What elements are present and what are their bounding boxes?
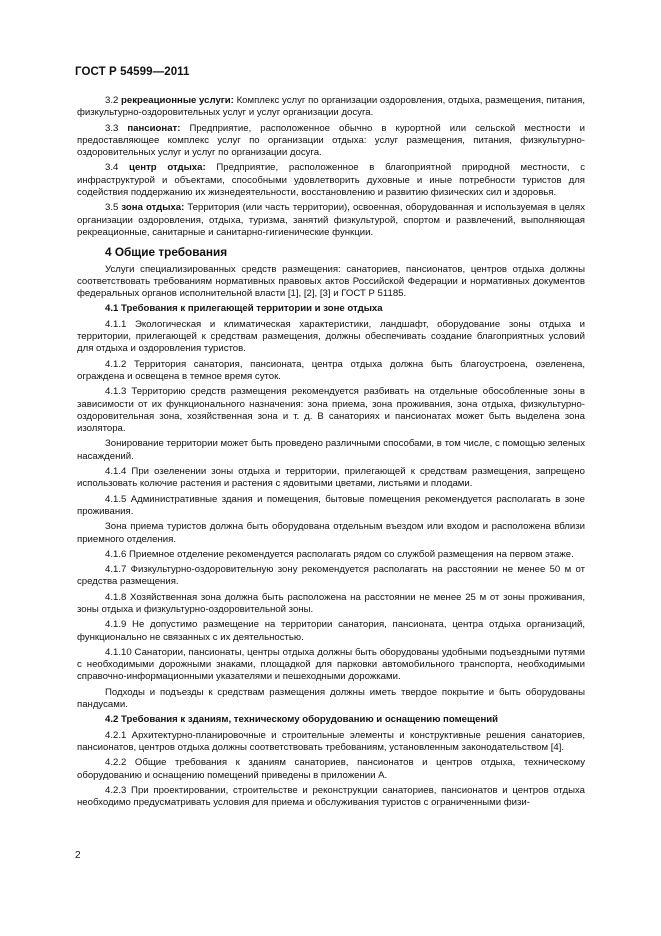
paragraph: 4.2.1 Архитектурно-планировочные и строительные элементы и конструктивные решения санаториев, пансионатов, центров отдыха должны соответствовать требованиям, установленным законодательством [4]. — [77, 729, 585, 753]
paragraph: 4.1.7 Физкультурно-оздоровительную зону рекомендуется располагать на расстоянии не менее 50 м от средства размещения. — [77, 564, 585, 588]
subsection-heading-4-2: 4.2 Требования к зданиям, техническому оборудованию и оснащению помещений — [105, 714, 499, 726]
page-number: 2 — [75, 850, 81, 861]
paragraph: Зона приема туристов должна быть оборудована отдельным въездом или входом и расположена вблизи приемного отделения. — [77, 521, 585, 545]
paragraph: 4.1.5 Административные здания и помещения, бытовые помещения рекомендуется располагать в зоне проживания. — [77, 493, 585, 517]
paragraph-3-4: 3.4 центр отдыха: Предприятие, расположенное в благоприятной природной местности, с инфраструктурой и объектами, способными удовлетворить духовные и иные потребности туристов для содействия поддержанию их жизнедеятельности, восстановлению и развитию физических сил и здоровья. — [77, 162, 585, 199]
section-heading-4: 4 Общие требования — [105, 245, 228, 260]
paragraph: 4.1.9 Не допустимо размещение на территории санатория, пансионата, центра отдыха организаций, функционально не связанных с их деятельностью. — [77, 619, 585, 643]
paragraph: 4.1.1 Экологическая и климатическая характеристики, ландшафт, оборудование зоны отдыха и территории, прилегающей к средствам размещения, должны обеспечивать создание благоприятных условий для отдыха и оздоровления туристов. — [77, 318, 585, 355]
paragraph-3-3: 3.3 пансионат: Предприятие, расположенное обычно в курортной или сельской местности и предоставляющее комплекс услуг по организации отдыха: услуг размещения, питания, физкультурно-оздоровительных услуг и услуг по организации досуга. — [77, 122, 585, 159]
subsection-heading-4-1: 4.1 Требования к прилегающей территории и зоне отдыха — [105, 303, 383, 315]
paragraph-4-intro: Услуги специализированных средств размещения: санаториев, пансионатов, центров отдыха должны соответствовать требованиям нормативных правовых актов Российской Федерации и нормативных документов федеральных органов исполнительной власти [1], [2], [3] и ГОСТ Р 51185. — [77, 263, 585, 300]
paragraph: 4.1.3 Территорию средств размещения рекомендуется разбивать на отдельные обособленные зоны в зависимости от их функционального назначения: зона приема, зона проживания, зона отдыха, физкультурно-оздоровительная зона, хозяйственная зона и т. д. В санаториях и пансионатах может быть выделена зона изолятора. — [77, 386, 585, 435]
paragraph: 4.2.2 Общие требования к зданиям санаториев, пансионатов и центров отдыха, техническому оборудованию и оснащению помещений приведены в приложении А. — [77, 757, 585, 781]
paragraph: Зонирование территории может быть проведено различными способами, в том числе, с помощью зеленых насаждений. — [77, 438, 585, 462]
document-body — [77, 95, 585, 812]
paragraph-3-5: 3.5 зона отдыха: Территория (или часть территории), освоенная, оборудованная и используемая в целях организации оздоровления, отдыха, туризма, занятий физкультурой, спортом и развлечений, выполняющая рекреационные, санитарные и санитарно-гигиенические функции. — [77, 202, 585, 238]
paragraph: 4.1.8 Хозяйственная зона должна быть расположена на расстоянии не менее 25 м от зоны проживания, зоны отдыха и физкультурно-оздоровительной зоны. — [77, 591, 585, 615]
paragraph: 4.1.6 Приемное отделение рекомендуется располагать рядом со службой размещения на первом этаже. — [105, 548, 574, 560]
document-header: ГОСТ Р 54599—2011 — [75, 66, 190, 78]
paragraph: Подходы и подъезды к средствам размещения должны иметь твердое покрытие и быть оборудованы пандусами. — [77, 686, 585, 711]
paragraph: 4.1.4 При озеленении зоны отдыха и территории, прилегающей к средствам размещения, запрещено использовать колючие растения и растения с ядовитыми цветами, листьями и плодами. — [77, 466, 585, 490]
paragraph: 4.2.3 При проектировании, строительстве и реконструкции санаториев, пансионатов и центров отдыха необходимо предусматривать условия для приема и обслуживания туристов с ограниченными физи- — [77, 784, 585, 809]
paragraph: 4.1.2 Территория санатория, пансионата, центра отдыха должна быть благоустроена, озеленена, ограждена и освещена в темное время суток. — [77, 358, 585, 382]
paragraph-3-2: 3.2 рекреационные услуги: Комплекс услуг по организации оздоровления, отдыха, размещения, питания, физкультурно-оздоровительных услуг и услуг организации досуга. — [77, 95, 585, 119]
paragraph: 4.1.10 Санатории, пансионаты, центры отдыха должны быть оборудованы удобными подъездными путями с необходимыми дорожными знаками, площадкой для парковки автомобильного транспорта, необходимыми справочно-информационными указателями и пешеходными дорожками. — [77, 646, 585, 683]
